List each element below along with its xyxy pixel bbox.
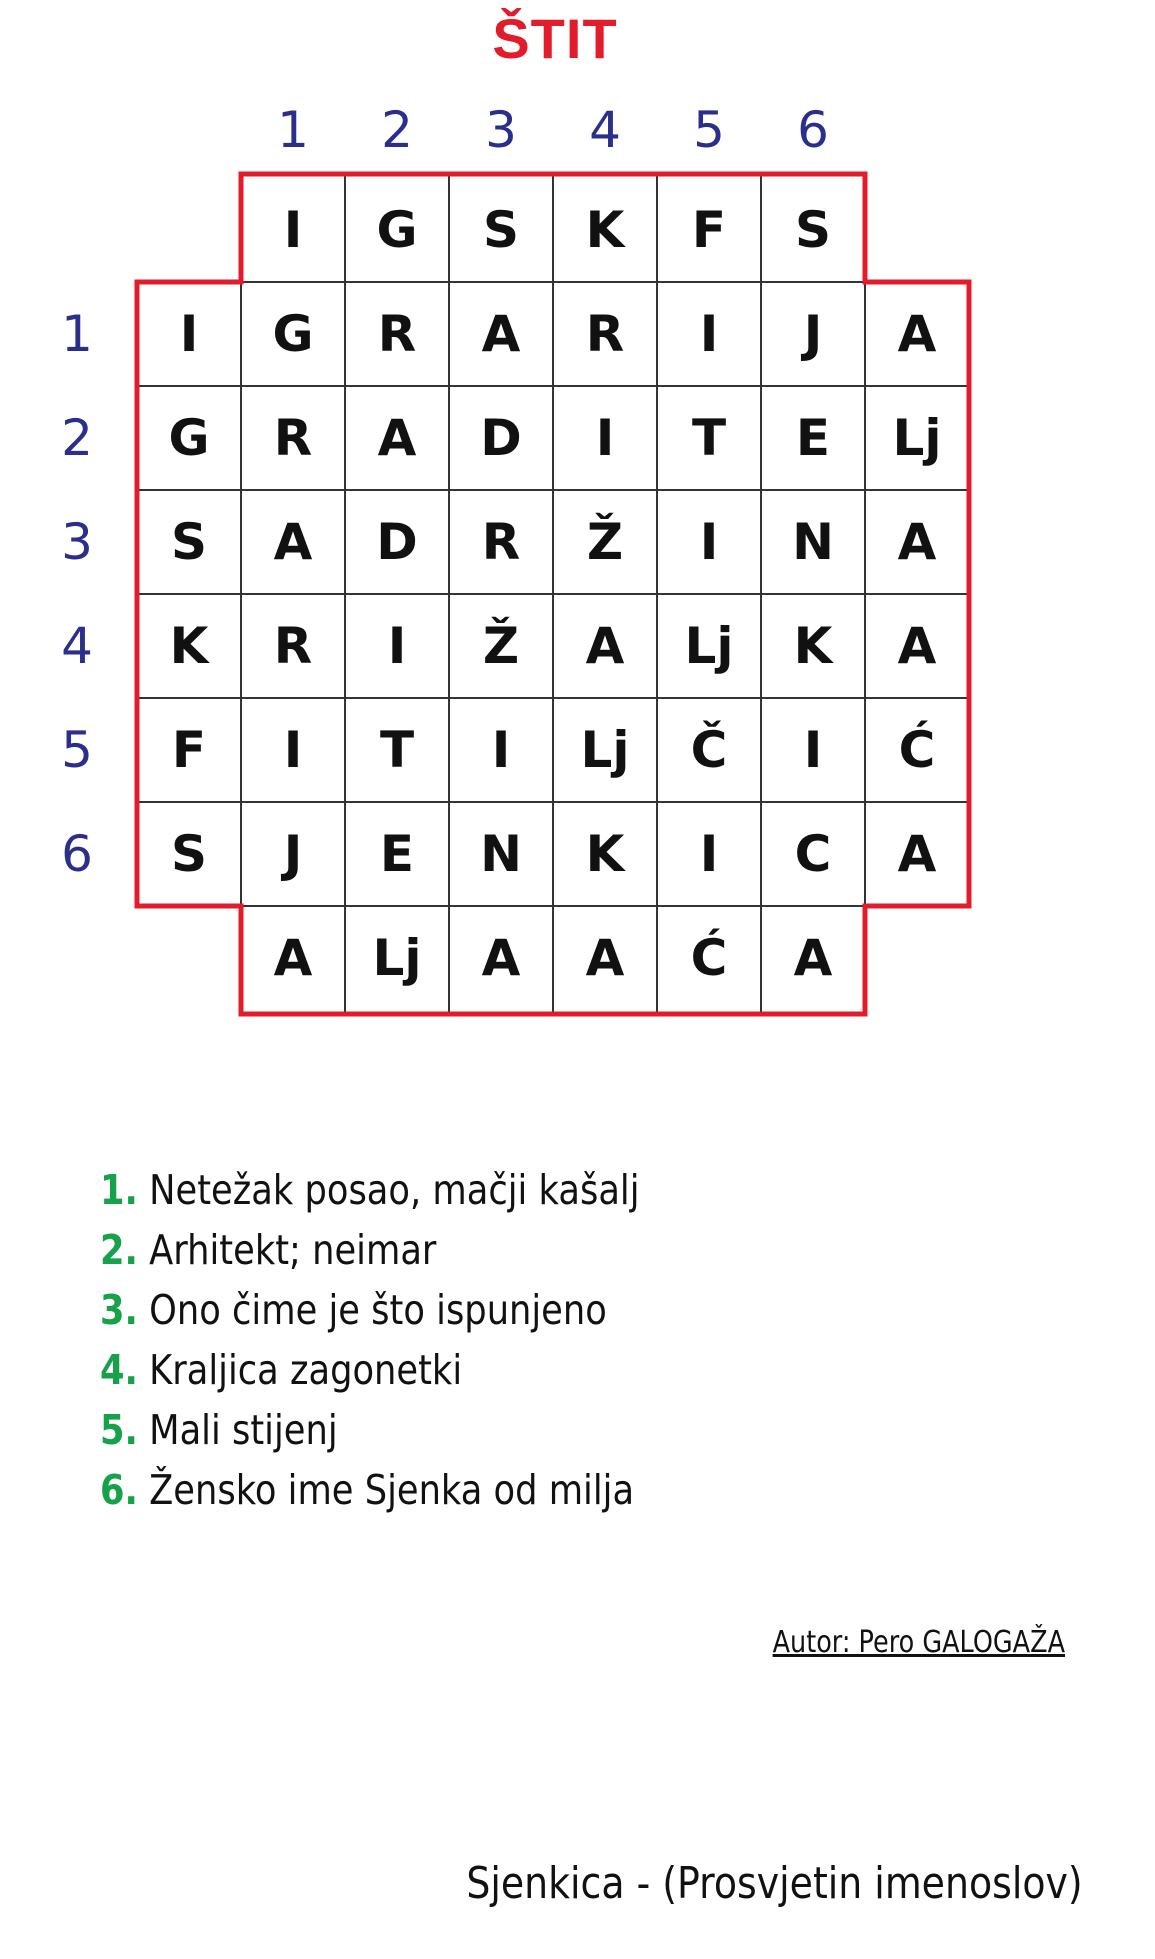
grid-cell[interactable]: Ž: [586, 513, 624, 571]
column-number-4: 4: [589, 101, 621, 159]
clue-text: Ono čime je što ispunjeno: [149, 1286, 607, 1334]
clue-text: Netežak posao, mačji kašalj: [149, 1166, 640, 1214]
grid-cell[interactable]: A: [377, 409, 417, 467]
grid-cell[interactable]: I: [283, 721, 303, 779]
grid-cell[interactable]: F: [171, 721, 207, 779]
grid-cell[interactable]: I: [595, 409, 615, 467]
grid-cell[interactable]: G: [272, 305, 314, 363]
grid-cell[interactable]: I: [283, 201, 303, 259]
grid-cell[interactable]: R: [481, 513, 521, 571]
grid-cell[interactable]: A: [897, 617, 937, 675]
clue-item: [100, 1340, 640, 1400]
grid-cell[interactable]: Lj: [684, 617, 734, 675]
grid-cell[interactable]: F: [691, 201, 727, 259]
grid-cell[interactable]: Lj: [892, 409, 942, 467]
grid-cell[interactable]: A: [481, 305, 521, 363]
clue-item: [100, 1160, 640, 1220]
grid-cell[interactable]: I: [699, 305, 719, 363]
grid-cell[interactable]: I: [179, 305, 199, 363]
grid-cell[interactable]: T: [691, 409, 727, 467]
grid-cell[interactable]: J: [803, 305, 823, 363]
grid-cell[interactable]: E: [379, 825, 415, 883]
row-number-6: 6: [61, 825, 93, 883]
grid-cell[interactable]: K: [793, 617, 833, 675]
grid-cell[interactable]: A: [585, 617, 625, 675]
grid-cell[interactable]: Ć: [898, 721, 936, 779]
clue-text: Mali stijenj: [149, 1406, 338, 1454]
grid-cell[interactable]: Ž: [482, 617, 520, 675]
clue-text: Arhitekt; neimar: [149, 1226, 437, 1274]
grid-cell[interactable]: Ć: [690, 929, 728, 987]
grid-cell[interactable]: I: [387, 617, 407, 675]
grid-cell[interactable]: R: [585, 305, 625, 363]
clue-number: 6.: [100, 1466, 138, 1514]
clue-number: 3.: [100, 1286, 138, 1334]
grid-cell[interactable]: C: [794, 825, 832, 883]
grid-cell[interactable]: Lj: [580, 721, 630, 779]
clue-number: 4.: [100, 1346, 138, 1394]
grid-cell[interactable]: T: [379, 721, 415, 779]
grid-cell[interactable]: Č: [690, 721, 728, 779]
row-number-1: 1: [61, 305, 93, 363]
puzzle-title: ŠTIT: [492, 7, 618, 70]
grid-cell[interactable]: A: [897, 513, 937, 571]
clue-text: Kraljica zagonetki: [149, 1346, 463, 1394]
clue-number: 1.: [100, 1166, 138, 1214]
grid-cell[interactable]: D: [480, 409, 522, 467]
grid-cell[interactable]: N: [792, 513, 834, 571]
grid-cell[interactable]: Lj: [372, 929, 422, 987]
grid-cell[interactable]: G: [168, 409, 210, 467]
row-number-5: 5: [61, 721, 93, 779]
author-credit: Autor: Pero GALOGAŽA: [772, 1625, 1065, 1660]
clue-list: [100, 1160, 727, 1520]
clue-item: [100, 1400, 640, 1460]
source-note: Sjenkica - (Prosvjetin imenoslov): [466, 1858, 1083, 1909]
grid-cell[interactable]: S: [794, 201, 831, 259]
column-number-1: 1: [277, 101, 309, 159]
grid-cell[interactable]: G: [376, 201, 418, 259]
row-number-3: 3: [61, 513, 93, 571]
grid-cell[interactable]: A: [481, 929, 521, 987]
grid-cell[interactable]: I: [699, 513, 719, 571]
clue-item: [100, 1460, 640, 1520]
grid-cell[interactable]: R: [273, 617, 313, 675]
grid-cell[interactable]: A: [897, 305, 937, 363]
row-number-4: 4: [61, 617, 93, 675]
grid-cell[interactable]: K: [169, 617, 209, 675]
grid-cell[interactable]: E: [795, 409, 831, 467]
column-number-6: 6: [797, 101, 829, 159]
grid-cell[interactable]: A: [273, 513, 313, 571]
clue-number: 2.: [100, 1226, 138, 1274]
grid-cell[interactable]: A: [793, 929, 833, 987]
grid-cell[interactable]: D: [376, 513, 418, 571]
clue-item: [100, 1220, 640, 1280]
clue-number: 5.: [100, 1406, 138, 1454]
grid-cell[interactable]: I: [803, 721, 823, 779]
row-number-2: 2: [61, 409, 93, 467]
grid-cell[interactable]: N: [480, 825, 522, 883]
grid-cell[interactable]: A: [897, 825, 937, 883]
grid-cell[interactable]: J: [283, 825, 303, 883]
grid-cell[interactable]: S: [170, 513, 207, 571]
column-number-5: 5: [693, 101, 725, 159]
grid-cell[interactable]: S: [482, 201, 519, 259]
grid-cell[interactable]: I: [699, 825, 719, 883]
column-number-2: 2: [381, 101, 413, 159]
grid-cell[interactable]: K: [585, 825, 625, 883]
column-number-3: 3: [485, 101, 517, 159]
grid-cell[interactable]: R: [377, 305, 417, 363]
grid-cell[interactable]: A: [585, 929, 625, 987]
grid-cell[interactable]: I: [491, 721, 511, 779]
clue-item: [100, 1280, 640, 1340]
grid-cell[interactable]: S: [170, 825, 207, 883]
clue-text: Žensko ime Sjenka od milja: [149, 1466, 635, 1514]
grid-cell[interactable]: R: [273, 409, 313, 467]
grid-cell[interactable]: A: [273, 929, 313, 987]
grid-cell[interactable]: K: [585, 201, 625, 259]
